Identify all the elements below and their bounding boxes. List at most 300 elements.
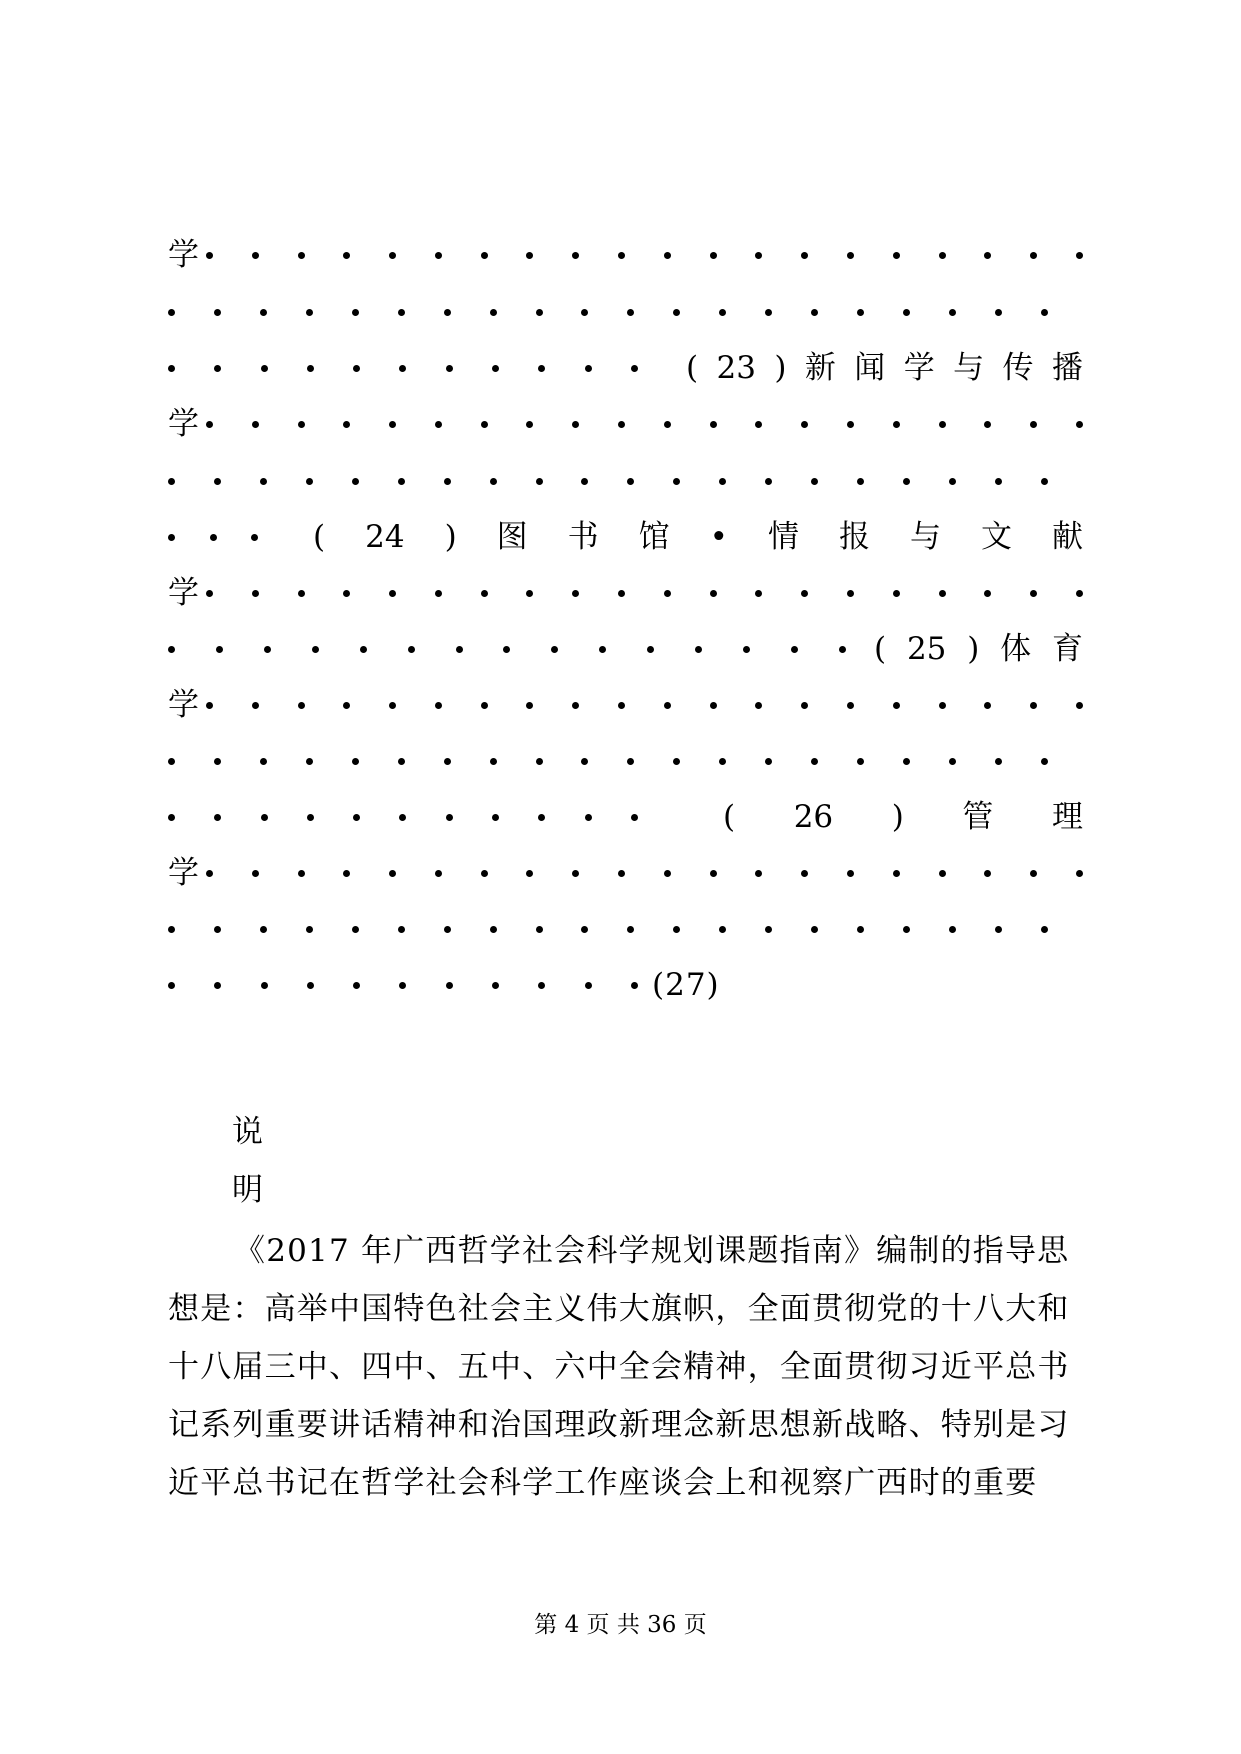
- leader-dot: [526, 252, 533, 259]
- leader-dot: [618, 870, 625, 877]
- heading-char-2: 明: [232, 1172, 263, 1208]
- leader-dot: [252, 590, 259, 597]
- leader-dot: [214, 309, 221, 316]
- leader-dot: [811, 478, 818, 485]
- leader-dot: [801, 702, 808, 709]
- leader-dot: [398, 758, 405, 765]
- paren-close: ): [891, 799, 904, 835]
- leader-dot: [1030, 870, 1037, 877]
- leader-dot: [755, 252, 762, 259]
- entry-title-char: 传: [1002, 350, 1034, 386]
- leader-dot: [765, 758, 772, 765]
- leader-dot: [168, 365, 175, 372]
- leader-dot: [664, 252, 671, 259]
- leader-dot: [995, 309, 1002, 316]
- leader-dot: [435, 421, 442, 428]
- toc-line-2: [168, 292, 1083, 332]
- leader-dot: [444, 478, 451, 485]
- dot-leader: [206, 252, 1083, 259]
- toc-line-6: [168, 517, 1083, 557]
- leader-dot: [857, 758, 864, 765]
- leader-dot: [168, 814, 175, 821]
- leader-dot: [1030, 590, 1037, 597]
- leader-dot: [444, 758, 451, 765]
- leader-dot: [435, 590, 442, 597]
- leader-dot: [168, 309, 175, 316]
- leader-dot: [306, 926, 313, 933]
- paragraph-line: 想是：高举中国特色社会主义伟大旗帜，全面贯彻党的十八大和: [168, 1291, 1070, 1327]
- leader-dot: [214, 758, 221, 765]
- dot-leader: [206, 870, 1083, 877]
- leader-dot: [847, 590, 854, 597]
- leader-dot: [1041, 758, 1048, 765]
- toc-entry-24: [313, 517, 1083, 557]
- dot-leader: [206, 702, 1083, 709]
- leader-dot: [618, 590, 625, 597]
- leader-dot: [710, 590, 717, 597]
- dot-leader: [168, 758, 1048, 765]
- leader-dot: [949, 309, 956, 316]
- paren-open: (: [874, 631, 887, 667]
- leader-dot: [903, 478, 910, 485]
- leader-dot: [984, 702, 991, 709]
- leader-dot: [857, 309, 864, 316]
- leader-dot: [664, 421, 671, 428]
- leader-dot: [1076, 421, 1083, 428]
- leader-dot: [481, 870, 488, 877]
- leader-dot: [399, 982, 406, 989]
- toc-line-5: [168, 461, 1083, 501]
- leader-dot: [801, 252, 808, 259]
- entry-title-char: 书: [567, 519, 599, 555]
- entry-title-char: 馆: [638, 519, 670, 555]
- entry-title-char: •: [709, 519, 728, 555]
- leader-dot: [811, 309, 818, 316]
- leader-dot: [343, 421, 350, 428]
- leader-dot: [536, 309, 543, 316]
- entry-title-char: 体: [1000, 631, 1032, 667]
- leader-dot: [939, 870, 946, 877]
- entry-number: 25: [906, 631, 947, 667]
- leader-dot: [435, 252, 442, 259]
- leader-dot: [1041, 309, 1048, 316]
- leader-dot: [719, 926, 726, 933]
- leader-dot: [352, 309, 359, 316]
- leader-dot: [490, 926, 497, 933]
- leader-dot: [581, 309, 588, 316]
- leader-dot: [572, 870, 579, 877]
- leader-dot: [260, 309, 267, 316]
- leader-dot: [298, 702, 305, 709]
- leader-dot: [627, 926, 634, 933]
- leader-dot: [939, 421, 946, 428]
- paren-open: (: [686, 350, 699, 386]
- leader-dot: [490, 758, 497, 765]
- leader-dot: [399, 365, 406, 372]
- leader-dot: [801, 590, 808, 597]
- paragraph-line: 《2017 年广西哲学社会科学规划课题指南》编制的指导思: [234, 1233, 1070, 1269]
- leader-dot: [755, 590, 762, 597]
- leader-dot: [572, 702, 579, 709]
- toc-line-9: [168, 685, 1083, 725]
- leader-dot: [168, 534, 175, 541]
- leader-dot: [719, 758, 726, 765]
- entry-title-char: 文: [980, 519, 1012, 555]
- leader-dot: [206, 702, 213, 709]
- leader-dot: [719, 309, 726, 316]
- leader-dot: [857, 478, 864, 485]
- leader-dot: [995, 758, 1002, 765]
- leader-dot: [811, 758, 818, 765]
- dot-leader: [206, 421, 1083, 428]
- entry-title-char: 学: [903, 350, 935, 386]
- leader-dot: [503, 646, 510, 653]
- toc-entry-23: [686, 348, 1083, 388]
- leader-dot: [214, 365, 221, 372]
- leader-dot: [206, 421, 213, 428]
- entry-title-char: 闻: [854, 350, 886, 386]
- leader-dot: [618, 252, 625, 259]
- entry-number: 23: [716, 350, 756, 386]
- leader-dot: [903, 758, 910, 765]
- leader-dot: [210, 534, 217, 541]
- toc-page-number: (27): [652, 967, 720, 1003]
- leader-dot: [343, 590, 350, 597]
- paren-open: (: [313, 519, 326, 555]
- paren-close: ): [967, 631, 980, 667]
- leader-dot: [791, 646, 798, 653]
- paren-close: ): [774, 350, 787, 386]
- leader-dot: [481, 590, 488, 597]
- leader-dot: [710, 702, 717, 709]
- leader-dot: [389, 702, 396, 709]
- leader-dot: [261, 982, 268, 989]
- toc-char: 学: [168, 855, 199, 891]
- entry-title-char: 情: [767, 519, 799, 555]
- leader-dot: [398, 478, 405, 485]
- leader-dot: [206, 252, 213, 259]
- dot-leader: [168, 982, 638, 989]
- leader-dot: [343, 702, 350, 709]
- leader-dot: [298, 590, 305, 597]
- toc-line-11: [168, 797, 1083, 837]
- leader-dot: [492, 365, 499, 372]
- entry-number: 26: [793, 799, 834, 835]
- toc-entry-26: [723, 797, 1083, 837]
- dot-leader: [168, 309, 1048, 316]
- entry-title-char: 图: [496, 519, 528, 555]
- toc-line-10: [168, 741, 1083, 781]
- toc-line-12: [168, 853, 1083, 893]
- toc-entry-25: [874, 629, 1083, 669]
- toc-line-1: [168, 235, 1083, 275]
- leader-dot: [1030, 702, 1037, 709]
- leader-dot: [252, 870, 259, 877]
- leader-dot: [446, 982, 453, 989]
- leader-dot: [261, 365, 268, 372]
- dot-leader: [168, 365, 638, 372]
- leader-dot: [572, 252, 579, 259]
- leader-dot: [673, 926, 680, 933]
- leader-dot: [307, 982, 314, 989]
- leader-dot: [446, 365, 453, 372]
- leader-dot: [765, 926, 772, 933]
- leader-dot: [984, 870, 991, 877]
- entry-title-char: 报: [838, 519, 870, 555]
- toc-line-7: [168, 573, 1083, 613]
- leader-dot: [765, 478, 772, 485]
- page-footer: 第 4 页 共 36 页: [534, 1612, 707, 1638]
- leader-dot: [893, 702, 900, 709]
- leader-dot: [811, 926, 818, 933]
- leader-dot: [839, 646, 846, 653]
- leader-dot: [446, 814, 453, 821]
- leader-dot: [664, 870, 671, 877]
- leader-dot: [481, 421, 488, 428]
- leader-dot: [618, 702, 625, 709]
- leader-dot: [456, 646, 463, 653]
- paragraph-line: 记系列重要讲话精神和治国理政新理念新思想新战略、特别是习: [168, 1407, 1070, 1443]
- dot-leader: [168, 534, 258, 541]
- leader-dot: [260, 926, 267, 933]
- leader-dot: [995, 926, 1002, 933]
- leader-dot: [168, 926, 175, 933]
- toc-line-3: [168, 348, 1083, 388]
- entry-number: 24: [365, 519, 405, 555]
- leader-dot: [481, 702, 488, 709]
- leader-dot: [647, 646, 654, 653]
- leader-dot: [206, 870, 213, 877]
- leader-dot: [1076, 870, 1083, 877]
- leader-dot: [264, 646, 271, 653]
- entry-title-char: 育: [1051, 631, 1083, 667]
- toc-line-8: [168, 629, 1083, 669]
- leader-dot: [307, 814, 314, 821]
- leader-dot: [673, 309, 680, 316]
- leader-dot: [599, 646, 606, 653]
- leader-dot: [261, 814, 268, 821]
- leader-dot: [710, 870, 717, 877]
- paragraph-line: 近平总书记在哲学社会科学工作座谈会上和视察广西时的重要: [168, 1465, 1038, 1501]
- leader-dot: [847, 421, 854, 428]
- dot-leader: [168, 646, 846, 653]
- leader-dot: [352, 478, 359, 485]
- leader-dot: [673, 478, 680, 485]
- leader-dot: [435, 702, 442, 709]
- leader-dot: [214, 478, 221, 485]
- dot-leader: [168, 478, 1048, 485]
- leader-dot: [664, 702, 671, 709]
- leader-dot: [490, 309, 497, 316]
- leader-dot: [492, 814, 499, 821]
- leader-dot: [389, 421, 396, 428]
- leader-dot: [214, 814, 221, 821]
- leader-dot: [298, 870, 305, 877]
- dot-leader: [206, 590, 1083, 597]
- entry-title-char: 献: [1051, 519, 1083, 555]
- leader-dot: [984, 590, 991, 597]
- leader-dot: [353, 982, 360, 989]
- leader-dot: [526, 870, 533, 877]
- leader-dot: [216, 646, 223, 653]
- leader-dot: [631, 365, 638, 372]
- leader-dot: [551, 646, 558, 653]
- leader-dot: [664, 590, 671, 597]
- leader-dot: [206, 590, 213, 597]
- leader-dot: [755, 870, 762, 877]
- leader-dot: [1076, 590, 1083, 597]
- leader-dot: [673, 758, 680, 765]
- leader-dot: [847, 870, 854, 877]
- leader-dot: [1030, 252, 1037, 259]
- leader-dot: [765, 309, 772, 316]
- leader-dot: [490, 478, 497, 485]
- leader-dot: [984, 252, 991, 259]
- leader-dot: [260, 758, 267, 765]
- leader-dot: [893, 590, 900, 597]
- leader-dot: [492, 982, 499, 989]
- leader-dot: [260, 478, 267, 485]
- toc-char: 学: [168, 575, 199, 611]
- leader-dot: [214, 982, 221, 989]
- leader-dot: [572, 421, 579, 428]
- leader-dot: [312, 646, 319, 653]
- leader-dot: [408, 646, 415, 653]
- toc-char: 学: [168, 406, 199, 442]
- leader-dot: [939, 590, 946, 597]
- leader-dot: [847, 252, 854, 259]
- leader-dot: [1030, 421, 1037, 428]
- leader-dot: [581, 758, 588, 765]
- leader-dot: [893, 252, 900, 259]
- leader-dot: [585, 365, 592, 372]
- leader-dot: [352, 758, 359, 765]
- leader-dot: [1076, 252, 1083, 259]
- leader-dot: [719, 478, 726, 485]
- leader-dot: [353, 814, 360, 821]
- leader-dot: [343, 252, 350, 259]
- leader-dot: [306, 478, 313, 485]
- leader-dot: [481, 252, 488, 259]
- leader-dot: [352, 926, 359, 933]
- leader-dot: [538, 365, 545, 372]
- toc-line-13: [168, 909, 1083, 949]
- leader-dot: [538, 814, 545, 821]
- leader-dot: [252, 252, 259, 259]
- leader-dot: [389, 870, 396, 877]
- leader-dot: [710, 421, 717, 428]
- entry-title-char: 管: [962, 799, 994, 835]
- leader-dot: [847, 702, 854, 709]
- paragraph-line: 十八届三中、四中、五中、六中全会精神，全面贯彻习近平总书: [168, 1349, 1070, 1385]
- leader-dot: [389, 590, 396, 597]
- leader-dot: [353, 365, 360, 372]
- leader-dot: [949, 758, 956, 765]
- leader-dot: [984, 421, 991, 428]
- leader-dot: [581, 926, 588, 933]
- leader-dot: [298, 252, 305, 259]
- leader-dot: [949, 926, 956, 933]
- toc-char: 学: [168, 687, 199, 723]
- paren-close: ): [444, 519, 457, 555]
- entry-title-char: 与: [953, 350, 985, 386]
- leader-dot: [585, 814, 592, 821]
- leader-dot: [631, 814, 638, 821]
- leader-dot: [343, 870, 350, 877]
- dot-leader: [168, 926, 1048, 933]
- leader-dot: [893, 870, 900, 877]
- leader-dot: [168, 646, 175, 653]
- leader-dot: [743, 646, 750, 653]
- leader-dot: [168, 982, 175, 989]
- leader-dot: [252, 421, 259, 428]
- leader-dot: [360, 646, 367, 653]
- leader-dot: [627, 758, 634, 765]
- leader-dot: [903, 926, 910, 933]
- leader-dot: [627, 478, 634, 485]
- entry-title-char: 理: [1051, 799, 1083, 835]
- entry-title-char: 播: [1051, 350, 1083, 386]
- entry-title-char: 与: [909, 519, 941, 555]
- leader-dot: [398, 926, 405, 933]
- toc-line-14: [168, 965, 1083, 1005]
- leader-dot: [710, 252, 717, 259]
- leader-dot: [298, 421, 305, 428]
- leader-dot: [903, 309, 910, 316]
- leader-dot: [581, 478, 588, 485]
- leader-dot: [307, 365, 314, 372]
- leader-dot: [618, 421, 625, 428]
- leader-dot: [755, 702, 762, 709]
- heading-char-1: 说: [232, 1114, 263, 1150]
- leader-dot: [214, 926, 221, 933]
- leader-dot: [526, 702, 533, 709]
- leader-dot: [444, 926, 451, 933]
- leader-dot: [538, 982, 545, 989]
- leader-dot: [585, 982, 592, 989]
- dot-leader: [168, 814, 638, 821]
- leader-dot: [695, 646, 702, 653]
- toc-line-4: [168, 404, 1083, 444]
- leader-dot: [389, 252, 396, 259]
- leader-dot: [435, 870, 442, 877]
- leader-dot: [536, 758, 543, 765]
- leader-dot: [306, 309, 313, 316]
- leader-dot: [536, 478, 543, 485]
- leader-dot: [801, 421, 808, 428]
- leader-dot: [995, 478, 1002, 485]
- leader-dot: [939, 702, 946, 709]
- leader-dot: [168, 758, 175, 765]
- leader-dot: [893, 421, 900, 428]
- leader-dot: [1041, 478, 1048, 485]
- leader-dot: [572, 590, 579, 597]
- toc-char: 学: [168, 237, 199, 273]
- leader-dot: [949, 478, 956, 485]
- leader-dot: [1076, 702, 1083, 709]
- leader-dot: [801, 870, 808, 877]
- paren-open: (: [723, 799, 736, 835]
- leader-dot: [168, 478, 175, 485]
- leader-dot: [755, 421, 762, 428]
- leader-dot: [526, 590, 533, 597]
- leader-dot: [526, 421, 533, 428]
- leader-dot: [939, 252, 946, 259]
- leader-dot: [306, 758, 313, 765]
- leader-dot: [398, 309, 405, 316]
- leader-dot: [252, 702, 259, 709]
- leader-dot: [627, 309, 634, 316]
